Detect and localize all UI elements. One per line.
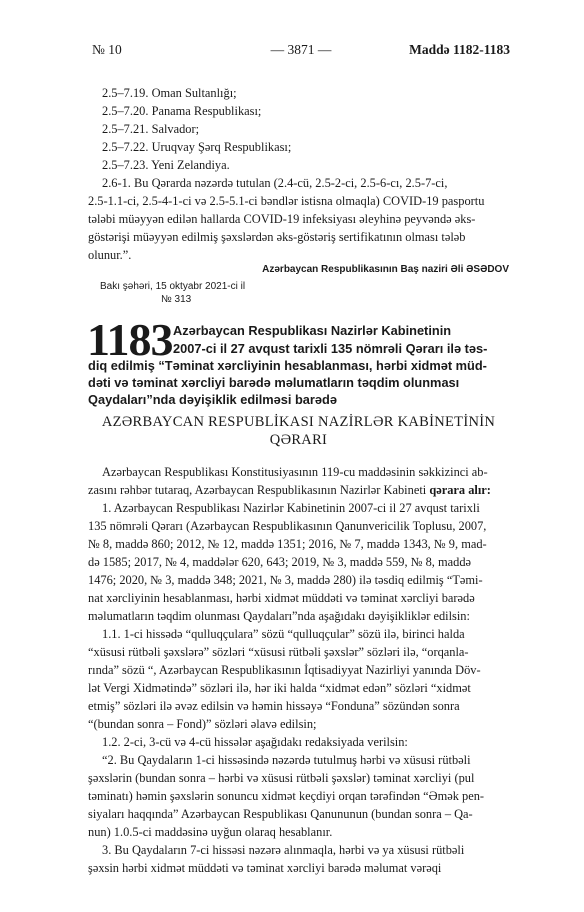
body-line: 1.2. 2-ci, 3-cü və 4-cü hissələr aşağıdakı redaksiyada verilsin: [102, 735, 408, 749]
body-line: də 1585; 2017, № 4, maddələr 620, 643; 2019, № 3, maddə 559, № 8, maddə [88, 555, 472, 569]
place-date: Bakı şəhəri, 15 oktyabr 2021-ci il [100, 281, 246, 292]
page-number: — 3871 — [270, 42, 332, 57]
intro-line: Azərbaycan Respublikası Konstitusiyasının 119-cu maddəsinin səkkizinci ab- [102, 465, 488, 479]
title-line: Qaydaları”nda dəyişiklik edilməsi barədə [88, 392, 337, 407]
title-line: 2007-ci il 27 avqust tarixli 135 nömrəli Qərarı ilə təs- [173, 341, 488, 356]
body-line: məlumatların təqdim olunması Qaydaları”nda aşağıdakı dəyişikliklər edilsin: [88, 609, 470, 623]
body-line: 135 nömrəli Qərarı (Azərbaycan Respublikasının Qanunvericilik Toplusu, 2007, [88, 519, 487, 533]
list-item: 2.5–7.23. Yeni Zelandiya. [102, 158, 230, 172]
intro-text: zasını rəhbər tutaraq, Azərbaycan Respublikasının Nazirlər Kabineti [88, 483, 430, 497]
body-line: “xüsusi rütbəli şəxslərə” sözləri “xüsusi rütbəli şəxslər” sözləri ilə, “orqanla- [88, 645, 469, 659]
list-item: 2.5–7.21. Salvador; [102, 122, 200, 136]
title-line: diq edilmiş “Təminat xərcliyinin hesablanması, hərbi xidmət müd- [88, 358, 487, 373]
paragraph-line: göstərişi müəyyən edilmiş şəxslərdən əks-göstəriş sertifikatının olması tələb [88, 230, 466, 244]
list-item: 2.5–7.19. Oman Sultanlığı; [102, 86, 237, 100]
list-item: 2.5–7.22. Uruqvay Şərq Respublikası; [102, 140, 292, 154]
body-line: 1.1. 1-ci hissədə “qulluqçulara” sözü “qulluqçular” sözü ilə, birinci halda [102, 627, 465, 641]
body-line: nun) 1.0.5-ci maddəsinə uyğun olaraq hesablanır. [88, 825, 333, 839]
paragraph-line: 2.5-1.1-ci, 2.5-4-1-ci və 2.5-5.1-ci bəndlər istisna olmaqla) COVID-19 pasportu [88, 194, 485, 208]
paragraph-line: 2.6-1. Bu Qərarda nəzərdə tutulan (2.4-cü, 2.5-2-ci, 2.5-6-cı, 2.5-7-ci, [102, 176, 448, 190]
body-line: lət Vergi Xidmətində” sözləri ilə, hər iki halda “xidmət edən” sözləri “xidmət [88, 681, 471, 695]
title-line: dəti və təminat xərcliyi barədə məlumatların təqdim olunması [88, 375, 460, 390]
body-line: “(bundan sonra – Fond)” sözləri əlavə edilsin; [88, 717, 317, 731]
body-line: şəxslərin (bundan sonra – hərbi və xüsusi rütbəli şəxslər) təminat xərcliyi (pul [88, 771, 475, 785]
body-line: 1. Azərbaycan Respublikası Nazirlər Kabinetinin 2007-ci il 27 avqust tarixli [102, 501, 480, 515]
title-line: Azərbaycan Respublikası Nazirlər Kabinetinin [173, 323, 452, 338]
body-line: nat xərcliyinin hesablanması, hərbi xidmət müddəti və təminat xərcliyi barədə [88, 591, 475, 605]
body-line: 1476; 2020, № 3, maddə 348; 2021, № 3, maddə 280) ilə təsdiq edilmiş “Təmi- [88, 573, 483, 587]
body-line: şəxsin hərbi xidmət müddəti və təminat xərcliyi barədə məlumat vərəqi [88, 861, 442, 875]
body-line: “2. Bu Qaydaların 1-ci hissəsində nəzərdə tutulmuş hərbi və xüsusi rütbəli [102, 753, 471, 767]
body-line: təminatı) həmin şəxslərin sonuncu xidmət keçdiyi orqan tərəfindən “Əmək pen- [88, 789, 485, 803]
decree-number: № 313 [161, 294, 192, 305]
article-range: Maddə 1182-1183 [409, 42, 510, 57]
resolution-phrase: qərara alır: [429, 483, 491, 497]
body-line: № 8, maddə 860; 2012, № 12, maddə 1351; 2016, № 7, maddə 1343, № 9, mad- [88, 537, 487, 551]
intro-line [88, 483, 491, 498]
article-number: 1183 [87, 314, 173, 365]
list-item: 2.5–7.20. Panama Respublikası; [102, 104, 262, 118]
paragraph-line: olunur.”. [88, 248, 132, 262]
body-line: siyaları haqqında” Azərbaycan Respublikası Qanununun (bundan sonra – Qa- [88, 807, 473, 821]
signature: Azərbaycan Respublikasının Baş naziri Əli ƏSƏDOV [262, 264, 509, 275]
running-header [92, 42, 510, 60]
issue-number: № 10 [92, 42, 122, 57]
body-line: 3. Bu Qaydaların 7-ci hissəsi nəzərə alınmaqla, hərbi və ya xüsusi rütbəli [102, 843, 465, 857]
decision-heading-subline: QƏRARI [269, 432, 328, 448]
decision-heading: AZƏRBAYCAN RESPUBLİKASI NAZİRLƏR KABİNETİNİN [101, 414, 496, 430]
paragraph-line: tələbi müəyyən edilən hallarda COVID-19 infeksiyası əleyhinə peyvəndə əks- [88, 212, 476, 226]
body-line: etmiş” sözləri ilə əvəz edilsin və həmin hissəyə “Fonduna” sözündən sonra [88, 699, 460, 713]
body-line: rında” sözü “, Azərbaycan Respublikasının İqtisadiyyat Nazirliyi yanında Döv- [88, 663, 481, 677]
